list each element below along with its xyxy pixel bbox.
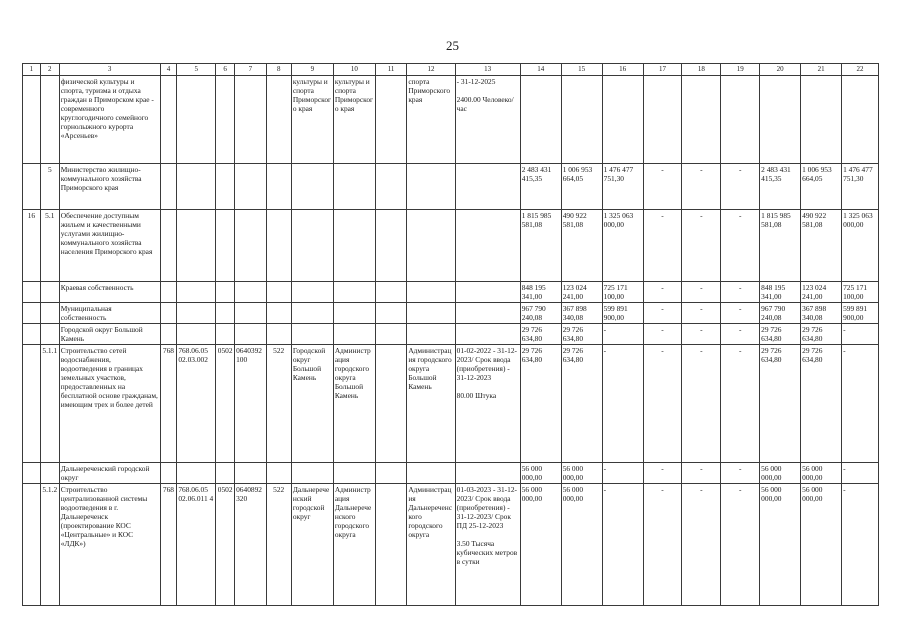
table-cell	[561, 76, 602, 164]
table-cell: 1 006 953 664,05	[561, 164, 602, 210]
table-cell: 2 483 431 415,35	[760, 164, 801, 210]
table-cell	[266, 463, 291, 484]
table-cell	[177, 164, 216, 210]
table-cell: 367 898 340,08	[801, 303, 842, 324]
table-cell	[407, 164, 455, 210]
table-cell: 29 726 634,80	[520, 324, 561, 345]
column-header: 5	[177, 64, 216, 76]
table-cell: 367 898 340,08	[561, 303, 602, 324]
table-cell: 123 024 241,00	[801, 282, 842, 303]
table-cell: культуры и спорта Приморского края	[333, 76, 375, 164]
table-cell	[216, 164, 235, 210]
table-cell	[160, 303, 177, 324]
table-cell	[160, 463, 177, 484]
table-cell	[291, 282, 333, 303]
table-cell: 56 000 000,00	[801, 484, 842, 606]
table-cell: 29 726 634,80	[520, 345, 561, 463]
table-cell	[40, 463, 59, 484]
table-cell: -	[721, 303, 760, 324]
column-header: 16	[602, 64, 643, 76]
table-body	[23, 64, 879, 606]
table-cell	[235, 463, 267, 484]
column-header: 17	[643, 64, 682, 76]
column-header: 10	[333, 64, 375, 76]
table-cell	[291, 463, 333, 484]
table-cell: - 31-12-2025 2400.00 Человеко/час	[455, 76, 520, 164]
table-cell	[266, 324, 291, 345]
table-cell	[160, 210, 177, 282]
column-header: 13	[455, 64, 520, 76]
table-cell: -	[842, 463, 879, 484]
table-cell: -	[842, 345, 879, 463]
table-cell	[23, 303, 41, 324]
column-header: 4	[160, 64, 177, 76]
table-cell: 0502	[216, 484, 235, 606]
table-cell: -	[842, 324, 879, 345]
table-cell	[216, 303, 235, 324]
table-cell	[23, 484, 41, 606]
table-cell: -	[602, 463, 643, 484]
table-cell	[455, 463, 520, 484]
column-header: 12	[407, 64, 455, 76]
table-cell: -	[682, 463, 721, 484]
table-cell	[177, 210, 216, 282]
table-cell	[177, 463, 216, 484]
table-cell	[177, 303, 216, 324]
table-cell	[235, 282, 267, 303]
table-cell: -	[643, 210, 682, 282]
table-cell: 490 922 581,08	[561, 210, 602, 282]
table-cell: Администрация Дальнереченского городского округа	[333, 484, 375, 606]
table-cell	[266, 76, 291, 164]
table-cell: 29 726 634,80	[801, 345, 842, 463]
table-cell: 29 726 634,80	[561, 345, 602, 463]
table-cell	[40, 324, 59, 345]
column-header: 21	[801, 64, 842, 76]
table-cell	[760, 76, 801, 164]
table-cell	[235, 210, 267, 282]
table-row	[23, 324, 879, 345]
table-cell	[333, 463, 375, 484]
table-cell	[160, 282, 177, 303]
table-cell: 768.06.05 02.03.002	[177, 345, 216, 463]
table-cell: физической культуры и спорта, туризма и отдыха граждан в Приморском крае - современного круглогодичного семейного горнолыжного курорта «Арсеньев»	[59, 76, 160, 164]
table-cell	[643, 76, 682, 164]
table-row	[23, 484, 879, 606]
table-cell	[455, 164, 520, 210]
table-cell: 29 726 634,80	[801, 324, 842, 345]
table-cell: 725 171 100,00	[842, 282, 879, 303]
table-cell: культуры и спорта Приморского края	[291, 76, 333, 164]
table-cell	[333, 282, 375, 303]
table-cell: 1 325 063 000,00	[602, 210, 643, 282]
table-cell	[40, 282, 59, 303]
table-cell	[291, 164, 333, 210]
table-cell: 768	[160, 345, 177, 463]
table-row	[23, 164, 879, 210]
table-cell: -	[682, 210, 721, 282]
table-cell: 1 006 953 664,05	[801, 164, 842, 210]
column-header: 18	[682, 64, 721, 76]
table-cell: -	[643, 303, 682, 324]
table-cell: 29 726 634,80	[760, 345, 801, 463]
table-cell: 1 815 985 581,08	[520, 210, 561, 282]
table-cell: -	[643, 164, 682, 210]
table-cell	[23, 345, 41, 463]
column-header: 7	[235, 64, 267, 76]
table-cell	[602, 76, 643, 164]
table-cell	[455, 282, 520, 303]
table-cell: -	[643, 463, 682, 484]
table-cell: 5	[40, 164, 59, 210]
column-header: 15	[561, 64, 602, 76]
table-cell: 768	[160, 484, 177, 606]
table-cell: 2 483 431 415,35	[520, 164, 561, 210]
table-row	[23, 76, 879, 164]
table-cell: 56 000 000,00	[760, 484, 801, 606]
table-cell: -	[682, 345, 721, 463]
table-cell	[266, 210, 291, 282]
table-cell: 56 000 000,00	[801, 463, 842, 484]
column-header: 14	[520, 64, 561, 76]
table-cell	[23, 282, 41, 303]
table-cell: 5.1	[40, 210, 59, 282]
table-cell	[291, 324, 333, 345]
table-cell	[216, 463, 235, 484]
table-row	[23, 345, 879, 463]
table-cell: 967 790 240,08	[760, 303, 801, 324]
table-cell	[333, 324, 375, 345]
table-cell	[291, 210, 333, 282]
column-header: 9	[291, 64, 333, 76]
table-cell: 490 922 581,08	[801, 210, 842, 282]
table-cell: 29 726 634,80	[561, 324, 602, 345]
column-header: 1	[23, 64, 41, 76]
table-cell: 56 000 000,00	[520, 484, 561, 606]
table-cell: 1 815 985 581,08	[760, 210, 801, 282]
table-cell	[375, 282, 407, 303]
table-cell	[407, 282, 455, 303]
table-cell	[375, 303, 407, 324]
table-cell: 01-03-2023 - 31-12-2023/ Срок ввода (приобретения) - 31-12-2023/ Срок ПД 25-12-2023 3.50 Тысяча кубических метров в сутки	[455, 484, 520, 606]
table-cell: 5.1.2	[40, 484, 59, 606]
table-row	[23, 463, 879, 484]
table-cell	[333, 164, 375, 210]
table-cell: -	[682, 324, 721, 345]
table-cell	[375, 210, 407, 282]
table-cell: -	[602, 345, 643, 463]
table-cell	[266, 282, 291, 303]
table-cell	[407, 303, 455, 324]
table-cell	[375, 484, 407, 606]
table-cell: -	[682, 282, 721, 303]
table-cell: -	[643, 345, 682, 463]
column-header: 11	[375, 64, 407, 76]
table-cell: 16	[23, 210, 41, 282]
table-cell: 848 195 341,00	[520, 282, 561, 303]
table-cell	[455, 210, 520, 282]
table-cell	[177, 282, 216, 303]
table-cell: 56 000 000,00	[561, 463, 602, 484]
column-header: 3	[59, 64, 160, 76]
table-cell	[177, 324, 216, 345]
table-cell: 522	[266, 484, 291, 606]
table-cell: 0640392100	[235, 345, 267, 463]
table-cell: -	[682, 303, 721, 324]
table-cell: Муниципальная собственность	[59, 303, 160, 324]
column-header: 19	[721, 64, 760, 76]
table-cell	[407, 324, 455, 345]
table-cell: -	[721, 345, 760, 463]
table-cell: Краевая собственность	[59, 282, 160, 303]
table-cell: 56 000 000,00	[520, 463, 561, 484]
table-cell	[23, 164, 41, 210]
table-cell	[291, 303, 333, 324]
table-cell: Строительство централизованной системы водоотведения в г. Дальнереченск (проектирование КОС «Центральные» и КОС «ЛДК»)	[59, 484, 160, 606]
column-header: 8	[266, 64, 291, 76]
table-cell	[235, 303, 267, 324]
table-cell: -	[842, 484, 879, 606]
table-cell	[23, 76, 41, 164]
table-cell: Администрация городского округа Большой Камень	[407, 345, 455, 463]
table-cell	[160, 76, 177, 164]
table-cell	[23, 463, 41, 484]
table-cell	[721, 76, 760, 164]
table-cell: 5.1.1	[40, 345, 59, 463]
table-cell: 599 891 900,00	[602, 303, 643, 324]
table-cell	[216, 76, 235, 164]
column-header: 2	[40, 64, 59, 76]
table-cell: -	[643, 484, 682, 606]
table-cell: 1 476 477 751,30	[602, 164, 643, 210]
table-cell: -	[682, 484, 721, 606]
table-cell: 123 024 241,00	[561, 282, 602, 303]
table-cell	[40, 76, 59, 164]
budget-table	[22, 63, 879, 606]
column-header: 22	[842, 64, 879, 76]
table-cell: -	[602, 324, 643, 345]
table-cell: Городской округ Большой Камень	[291, 345, 333, 463]
table-cell	[333, 210, 375, 282]
table-cell	[216, 210, 235, 282]
table-cell	[375, 76, 407, 164]
table-cell	[375, 324, 407, 345]
table-cell	[455, 303, 520, 324]
table-cell: 725 171 100,00	[602, 282, 643, 303]
table-cell	[375, 463, 407, 484]
table-cell	[842, 76, 879, 164]
table-cell	[235, 324, 267, 345]
table-cell: -	[721, 210, 760, 282]
table-cell: спорта Приморского края	[407, 76, 455, 164]
table-cell: 0640892320	[235, 484, 267, 606]
table-cell	[216, 282, 235, 303]
page-number: 25	[446, 38, 459, 53]
table-cell: Министерство жилищно-коммунального хозяйства Приморского края	[59, 164, 160, 210]
table-cell: 0502	[216, 345, 235, 463]
table-cell	[801, 76, 842, 164]
table-cell	[235, 164, 267, 210]
table-cell	[333, 303, 375, 324]
table-cell: Дальнереченский городской округ	[59, 463, 160, 484]
table-cell: -	[721, 164, 760, 210]
table-cell	[266, 303, 291, 324]
table-cell: Дальнереченский городской округ	[291, 484, 333, 606]
table-cell: Обеспечение доступным жильем и качественными услугами жилищно-коммунального хозяйства населения Приморского края	[59, 210, 160, 282]
table-cell: 768.06.05 02.06.011 4	[177, 484, 216, 606]
table-cell	[23, 324, 41, 345]
table-cell: -	[682, 164, 721, 210]
table-cell	[520, 76, 561, 164]
table-cell: -	[721, 484, 760, 606]
table-cell: Строительство сетей водоснабжения, водоотведения в границах земельных участков, предоставленных на бесплатной основе гражданам, имеющим трех и более детей	[59, 345, 160, 463]
table-cell	[216, 324, 235, 345]
table-cell: 848 195 341,00	[760, 282, 801, 303]
table-cell	[682, 76, 721, 164]
table-cell: 1 325 063 000,00	[842, 210, 879, 282]
table-cell: -	[602, 484, 643, 606]
table-header-row	[23, 64, 879, 76]
table-cell: -	[721, 463, 760, 484]
table-cell: 599 891 900,00	[842, 303, 879, 324]
table-cell	[407, 463, 455, 484]
table-cell: Администрация Дальнереченского городского округа	[407, 484, 455, 606]
table-cell	[375, 345, 407, 463]
table-cell: 56 000 000,00	[561, 484, 602, 606]
table-row	[23, 282, 879, 303]
table-row	[23, 210, 879, 282]
table-cell	[455, 324, 520, 345]
table-cell: 56 000 000,00	[760, 463, 801, 484]
table-cell	[375, 164, 407, 210]
column-header: 20	[760, 64, 801, 76]
table-cell: 1 476 477 751,30	[842, 164, 879, 210]
table-cell: Администрация городского округа Большой Камень	[333, 345, 375, 463]
table-cell	[177, 76, 216, 164]
table-cell: -	[643, 282, 682, 303]
table-cell	[40, 303, 59, 324]
table-cell: 522	[266, 345, 291, 463]
table-cell	[266, 164, 291, 210]
table-cell: -	[643, 324, 682, 345]
table-cell	[407, 210, 455, 282]
column-header: 6	[216, 64, 235, 76]
table-cell	[160, 164, 177, 210]
table-cell	[160, 324, 177, 345]
table-cell: -	[721, 282, 760, 303]
table-cell: Городской округ Большой Камень	[59, 324, 160, 345]
table-cell: -	[721, 324, 760, 345]
table-cell: 967 790 240,08	[520, 303, 561, 324]
table-row	[23, 303, 879, 324]
table-cell	[235, 76, 267, 164]
table-cell: 29 726 634,80	[760, 324, 801, 345]
table-cell: 01-02-2022 - 31-12-2023/ Срок ввода (приобретения) - 31-12-2023 80.00 Штука	[455, 345, 520, 463]
